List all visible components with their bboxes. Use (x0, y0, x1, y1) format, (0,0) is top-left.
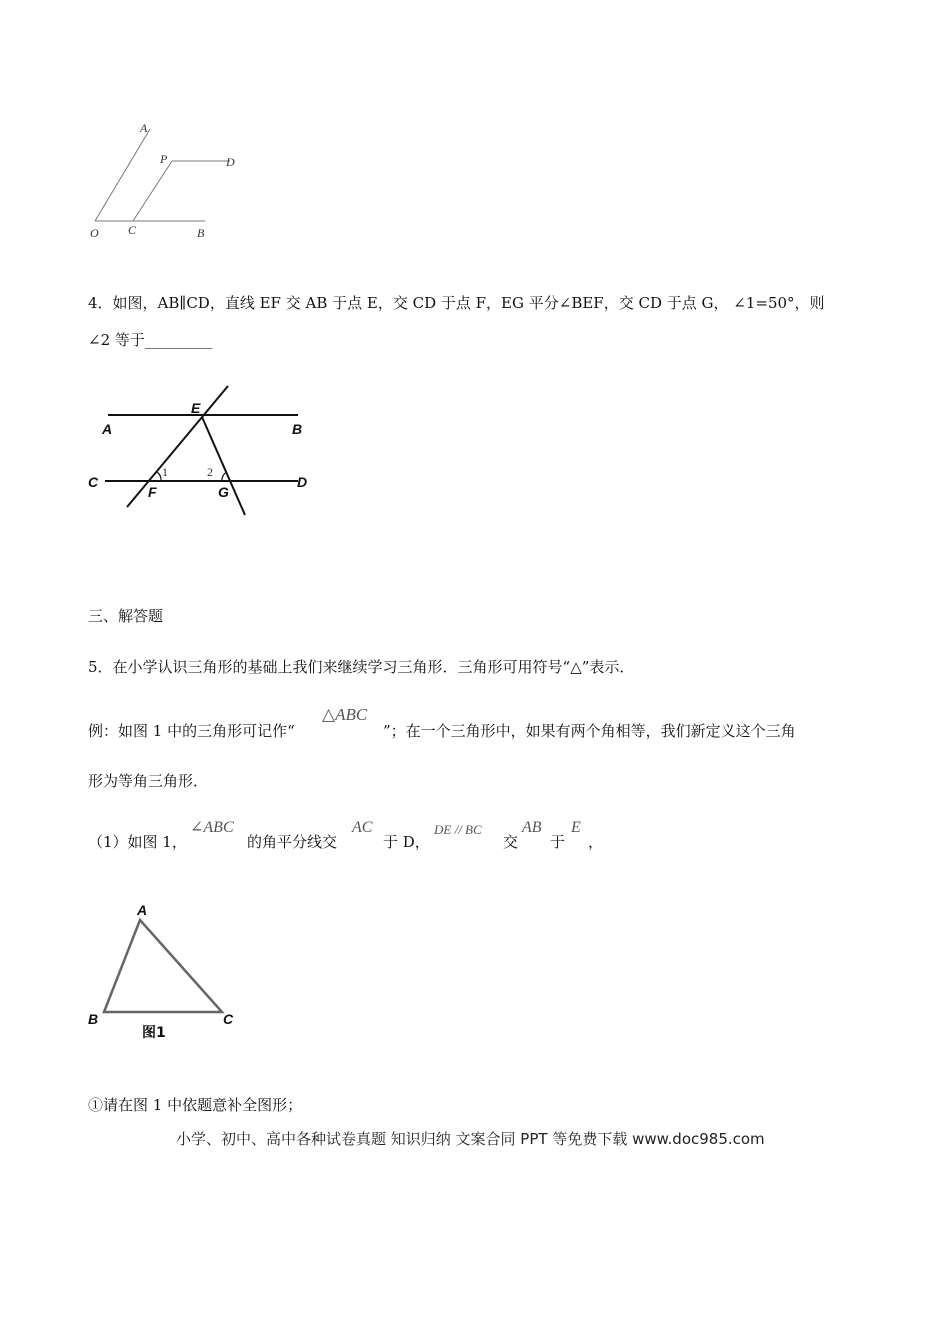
label-d: D (226, 155, 235, 169)
q5-part1-angle: ∠ABC (190, 819, 234, 836)
q5-part1-yu-d: 于 D， (383, 833, 430, 851)
q5-part1-yu: 于 (550, 833, 566, 851)
label-a: A (137, 902, 148, 918)
section-heading: 三、解答题 (88, 607, 164, 625)
q5-part1-comma: ， (588, 833, 604, 851)
q5-example-prefix: 例：如图 1 中的三角形可记作“ (88, 722, 295, 740)
q5-example-suffix: ”；在一个三角形中，如果有两个角相等，我们新定义这个三角 (383, 722, 796, 740)
label-c: C (128, 223, 137, 237)
q5-part1-ac: AC (352, 819, 373, 836)
label-b: B (88, 1011, 99, 1027)
label-a: A (102, 421, 113, 437)
figure-1-caption: 图1 (142, 1025, 166, 1041)
figure-1-triangle (82, 900, 252, 1045)
q5-part1-e: E (571, 819, 581, 836)
q5-part1-parallel: DE // BC (434, 822, 482, 837)
q5-part1-ab: AB (522, 819, 542, 836)
label-e: E (191, 400, 201, 416)
figure-parallel-angles (80, 115, 260, 245)
label-d: D (297, 474, 308, 490)
q5-part1-jiao: 交 (503, 833, 519, 851)
label-b: B (197, 226, 205, 240)
label-a: A (140, 121, 148, 135)
q4-line1: 4．如图，AB∥CD，直线 EF 交 AB 于点 E，交 CD 于点 F，EG 平分∠BEF，交 CD 于点 G， ∠1=50°，则 (88, 294, 825, 312)
q5-sub1: ①请在图 1 中依题意补全图形； (88, 1096, 303, 1114)
q5-example-math: △ABC (322, 705, 368, 724)
q5-intro: 5．在小学认识三角形的基础上我们来继续学习三角形．三角形可用符号“△”表示． (88, 658, 635, 676)
label-f: F (148, 484, 157, 500)
label-b: B (292, 421, 303, 437)
footer-text: 小学、初中、高中各种试卷真题 知识归纳 文案合同 PPT 等免费下载 www.doc985.com (176, 1130, 765, 1148)
figure-q4-parallel-lines (85, 380, 325, 520)
label-angle-2: 2 (207, 465, 213, 479)
label-c: C (223, 1011, 234, 1027)
label-g: G (218, 484, 229, 500)
q4-line2: ∠2 等于_________ (88, 331, 213, 349)
q5-part1-prefix: （1）如图 1， (88, 833, 187, 851)
q5-part1-mid: 的角平分线交 (247, 833, 338, 851)
label-p: P (160, 152, 168, 166)
label-o: O (90, 226, 99, 240)
label-c: C (88, 474, 99, 490)
label-angle-1: 1 (162, 465, 168, 479)
q5-example-line2: 形为等角三角形． (88, 772, 209, 790)
